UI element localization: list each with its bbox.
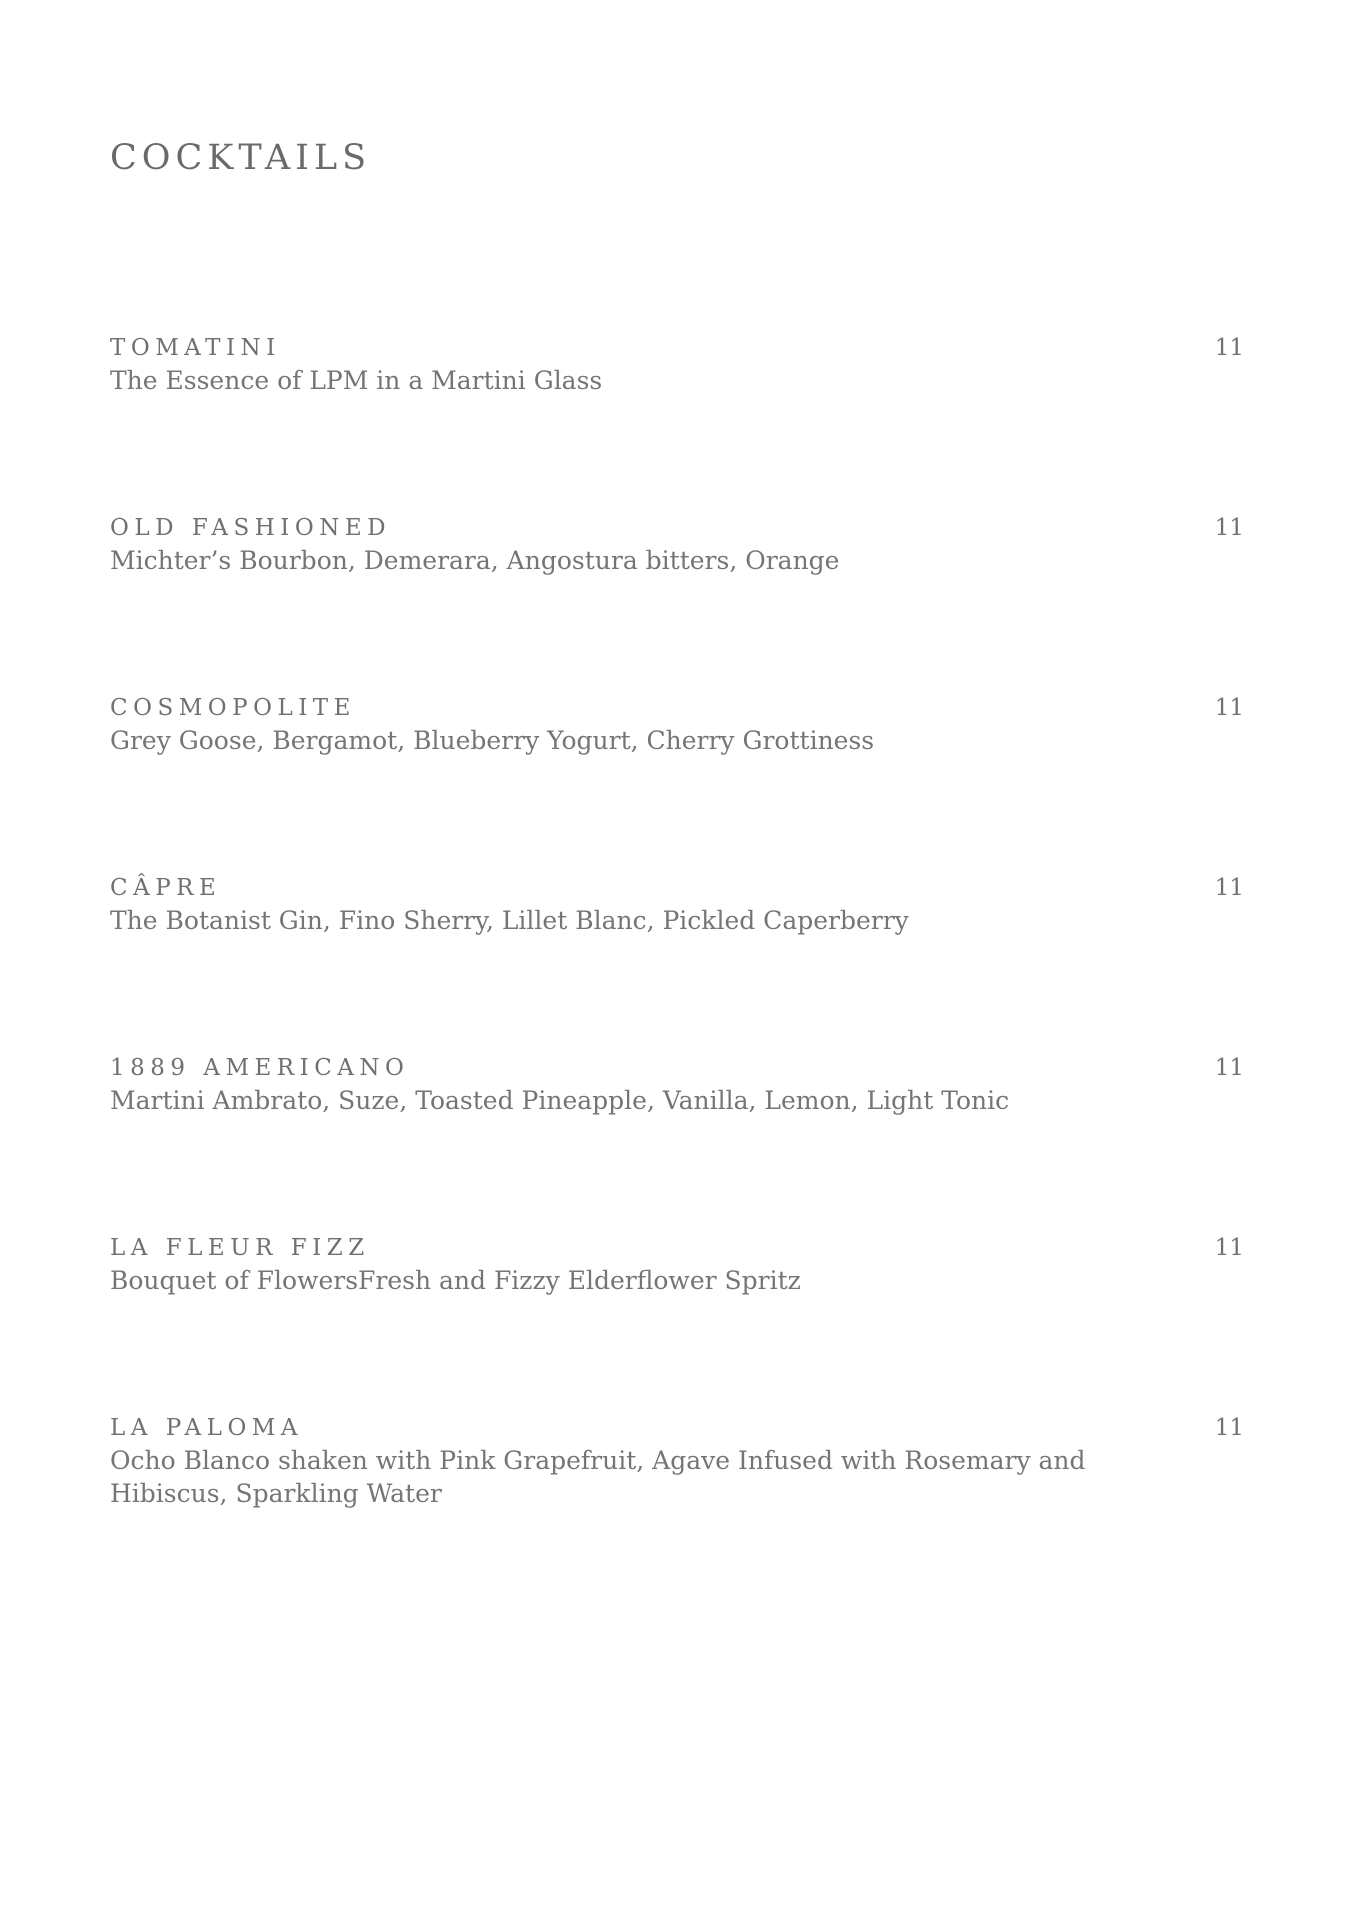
item-name: LA FLEUR FIZZ [110, 1235, 370, 1261]
item-price: 11 [1214, 1055, 1244, 1081]
item-price: 11 [1214, 695, 1244, 721]
item-description: Martini Ambrato, Suze, Toasted Pineapple, Vanilla, Lemon, Light Tonic [110, 1086, 1010, 1115]
menu-item-la-fleur-fizz [110, 1232, 1244, 1412]
menu-item-cosmopolite [110, 692, 1244, 872]
item-name: OLD FASHIONED [110, 515, 392, 541]
item-name: LA PALOMA [110, 1415, 303, 1441]
item-name: COSMOPOLITE [110, 695, 356, 721]
item-name: TOMATINI [110, 335, 281, 361]
menu-item-capre [110, 872, 1244, 1052]
cocktail-list [110, 332, 1244, 1592]
item-name: 1889 AMERICANO [110, 1055, 410, 1081]
item-description: Michter’s Bourbon, Demerara, Angostura bitters, Orange [110, 546, 840, 575]
item-name: CÂPRE [110, 875, 222, 901]
item-price: 11 [1214, 515, 1244, 541]
menu-item-la-paloma [110, 1412, 1244, 1592]
menu-item-tomatini [110, 332, 1244, 512]
item-description: Bouquet of FlowersFresh and Fizzy Elderflower Spritz [110, 1266, 801, 1295]
item-description: Ocho Blanco shaken with Pink Grapefruit, Agave Infused with Rosemary and Hibiscus, Sparkling Water [110, 1446, 1086, 1508]
item-price: 11 [1214, 1235, 1244, 1261]
item-description: The Essence of LPM in a Martini Glass [110, 366, 603, 395]
menu-item-1889-americano [110, 1052, 1244, 1232]
item-price: 11 [1214, 335, 1244, 361]
menu-title: COCKTAILS [110, 138, 372, 178]
item-price: 11 [1214, 1415, 1244, 1441]
item-description: Grey Goose, Bergamot, Blueberry Yogurt, Cherry Grottiness [110, 726, 875, 755]
item-price: 11 [1214, 875, 1244, 901]
item-description: The Botanist Gin, Fino Sherry, Lillet Blanc, Pickled Caperberry [110, 906, 909, 935]
menu-item-old-fashioned [110, 512, 1244, 692]
